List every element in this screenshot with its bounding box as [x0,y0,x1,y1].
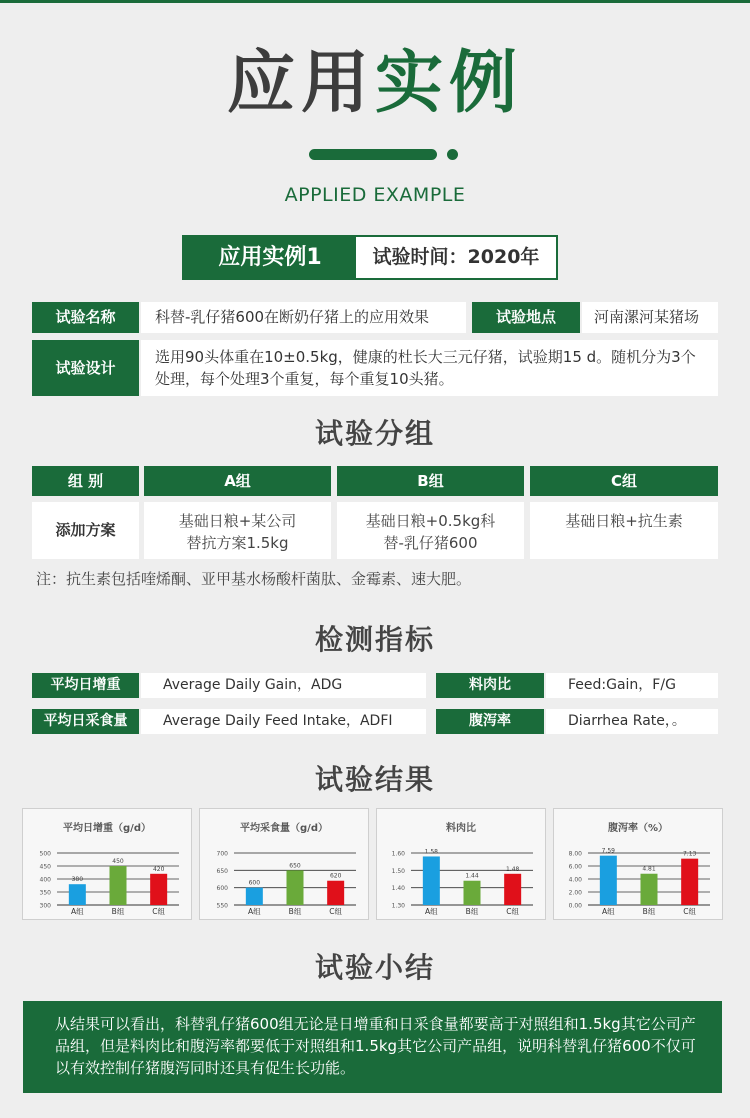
y-tick-label: 300 [39,902,51,910]
indicator-value-adfi: Average Daily Feed Intake，ADFI [141,709,426,734]
data-label: 1.44 [465,872,479,880]
page-title-part2: 实例 [375,44,524,123]
data-label: 7.59 [601,847,616,855]
group-header-b: B组 [337,466,524,496]
page-title [0,42,750,126]
x-tick-label: A组 [248,907,261,916]
chart-title-diarrhea: 腹泻率（%） [607,823,669,834]
group-header-a: A组 [144,466,331,496]
results-heading: 试验结果 [314,763,435,796]
x-tick-label: A组 [425,907,438,916]
example-badge-label: 应用实例1 [184,237,356,278]
x-tick-label: C组 [152,907,166,916]
bar [600,856,617,905]
example-badge-time: 试验时间：2020年 [372,246,540,268]
y-tick-label: 500 [39,850,51,858]
y-tick-label: 4.00 [568,876,582,884]
data-label: 450 [112,858,124,865]
y-tick-label: 6.00 [568,863,582,871]
data-label: 1.48 [505,865,520,873]
x-tick-label: C组 [683,907,697,916]
data-label: 600 [248,879,261,887]
data-label: 650 [289,862,301,870]
bar [327,881,344,905]
indicator-label-fg: 料肉比 [436,673,544,698]
x-tick-label: B组 [288,907,302,916]
summary-heading: 试验小结 [314,951,435,984]
data-label: 1.58 [424,848,439,856]
trial-design-value: 选用90头体重在10±0.5kg，健康的杜长大三元仔猪，试验期15 d。随机分为3个处理，每个处理3个重复，每个重复10头猪。 [141,340,718,396]
trial-location-label: 试验地点 [472,302,580,333]
indicator-value-fg: Feed:Gain，F/G [546,673,718,698]
x-tick-label: C组 [329,907,343,916]
x-tick-label: B组 [642,907,656,916]
group-cell-c: 基础日粮+抗生素 [530,502,718,559]
data-label: 420 [152,865,165,873]
trial-name-label: 试验名称 [32,302,139,333]
y-tick-label: 600 [216,885,228,893]
grouping-note: 注：抗生素包括喹烯酮、亚甲基水杨酸杆菌肽、金霉素、速大肥。 [36,570,472,588]
indicator-value-diarrhea: Diarrhea Rate，。 [546,709,718,734]
chart-card-diarrhea [553,808,723,920]
bar [287,870,304,905]
indicator-label-adg: 平均日增重 [32,673,139,698]
top-accent-bar [0,0,750,3]
y-tick-label: 700 [216,850,228,858]
data-label: 7.13 [682,850,697,858]
y-tick-label: 2.00 [568,889,582,897]
bar [681,859,698,905]
x-tick-label: A组 [602,907,615,916]
grouping-heading: 试验分组 [314,417,435,450]
data-label: 380 [71,876,84,884]
trial-location-value: 河南漯河某猪场 [582,302,718,333]
indicator-label-adfi: 平均日采食量 [32,709,139,734]
bar [504,874,521,905]
y-tick-label: 1.60 [391,850,405,858]
title-decoration-bar [309,149,437,160]
y-tick-label: 1.30 [391,902,405,910]
y-tick-label: 350 [39,889,51,897]
x-tick-label: B组 [111,907,125,916]
chart-title-fg: 料肉比 [446,823,476,834]
bar [69,884,86,905]
chart-adfi [200,809,370,921]
indicators-heading: 检测指标 [314,623,435,656]
bar [150,874,167,905]
y-tick-label: 8.00 [568,850,582,858]
y-tick-label: 0.00 [568,902,582,910]
chart-title-adg: 平均日增重（g/d） [63,823,151,834]
group-header-label: 组 别 [32,466,139,496]
y-tick-label: 1.40 [391,885,405,893]
x-tick-label: A组 [71,907,84,916]
data-label: 620 [329,872,342,880]
group-row-label: 添加方案 [32,502,139,559]
y-tick-label: 550 [216,902,228,910]
indicator-label-diarrhea: 腹泻率 [436,709,544,734]
chart-adg [23,809,193,921]
y-tick-label: 400 [39,876,51,884]
group-header-c: C组 [530,466,718,496]
bar [423,856,440,905]
group-cell-b: 基础日粮+0.5kg科替-乳仔猪600 [337,502,524,559]
chart-card-fg [376,808,546,920]
chart-card-adfi [199,808,369,920]
indicator-value-adg: Average Daily Gain，ADG [141,673,426,698]
bar [464,881,481,905]
example-badge [182,235,558,280]
page-subtitle: APPLIED EXAMPLE [284,184,466,206]
chart-fg [377,809,547,921]
bar [110,866,127,905]
data-label: 4.81 [642,865,656,873]
y-tick-label: 450 [39,863,51,871]
trial-name-value: 科替-乳仔猪600在断奶仔猪上的应用效果 [141,302,466,333]
title-decoration-dot [447,149,458,160]
bar [246,888,263,905]
bar [641,874,658,905]
y-tick-label: 650 [216,867,228,875]
x-tick-label: C组 [506,907,520,916]
chart-card-adg [22,808,192,920]
group-cell-a: 基础日粮+某公司替抗方案1.5kg [144,502,331,559]
chart-title-adfi: 平均采食量（g/d） [240,823,328,834]
y-tick-label: 1.50 [391,867,405,875]
trial-design-label: 试验设计 [32,340,139,396]
page-title-part1: 应用 [226,44,375,123]
summary-box: 从结果可以看出，科替乳仔猪600组无论是日增重和日采食量都要高于对照组和1.5kg其它公司产品组，但是料肉比和腹泻率都要低于对照组和1.5kg其它公司产品组，说明科替乳仔猪600不仅可以有效控制仔猪腹泻同时还具有促生长功能。 [23,1001,722,1093]
chart-diarrhea [554,809,724,921]
x-tick-label: B组 [465,907,479,916]
